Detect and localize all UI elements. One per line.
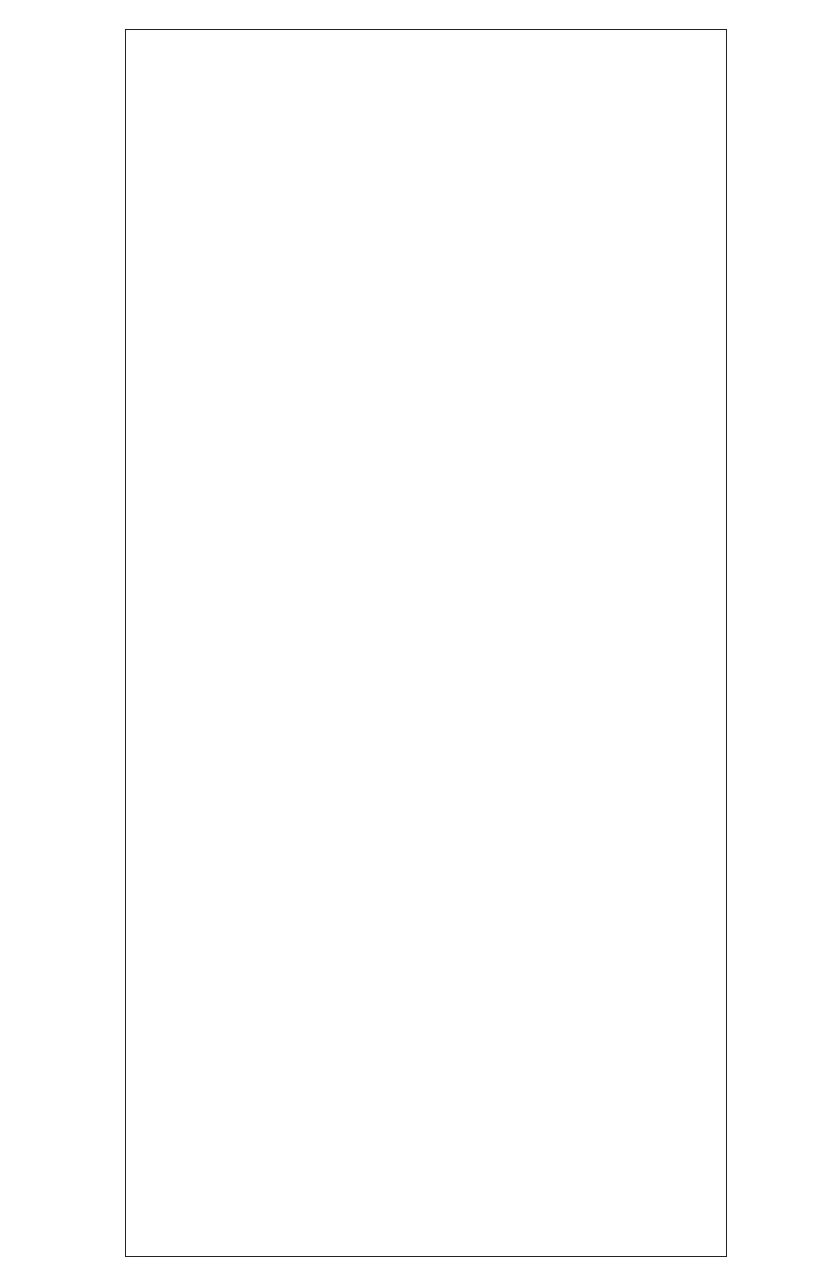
price-table: [125, 29, 727, 1257]
